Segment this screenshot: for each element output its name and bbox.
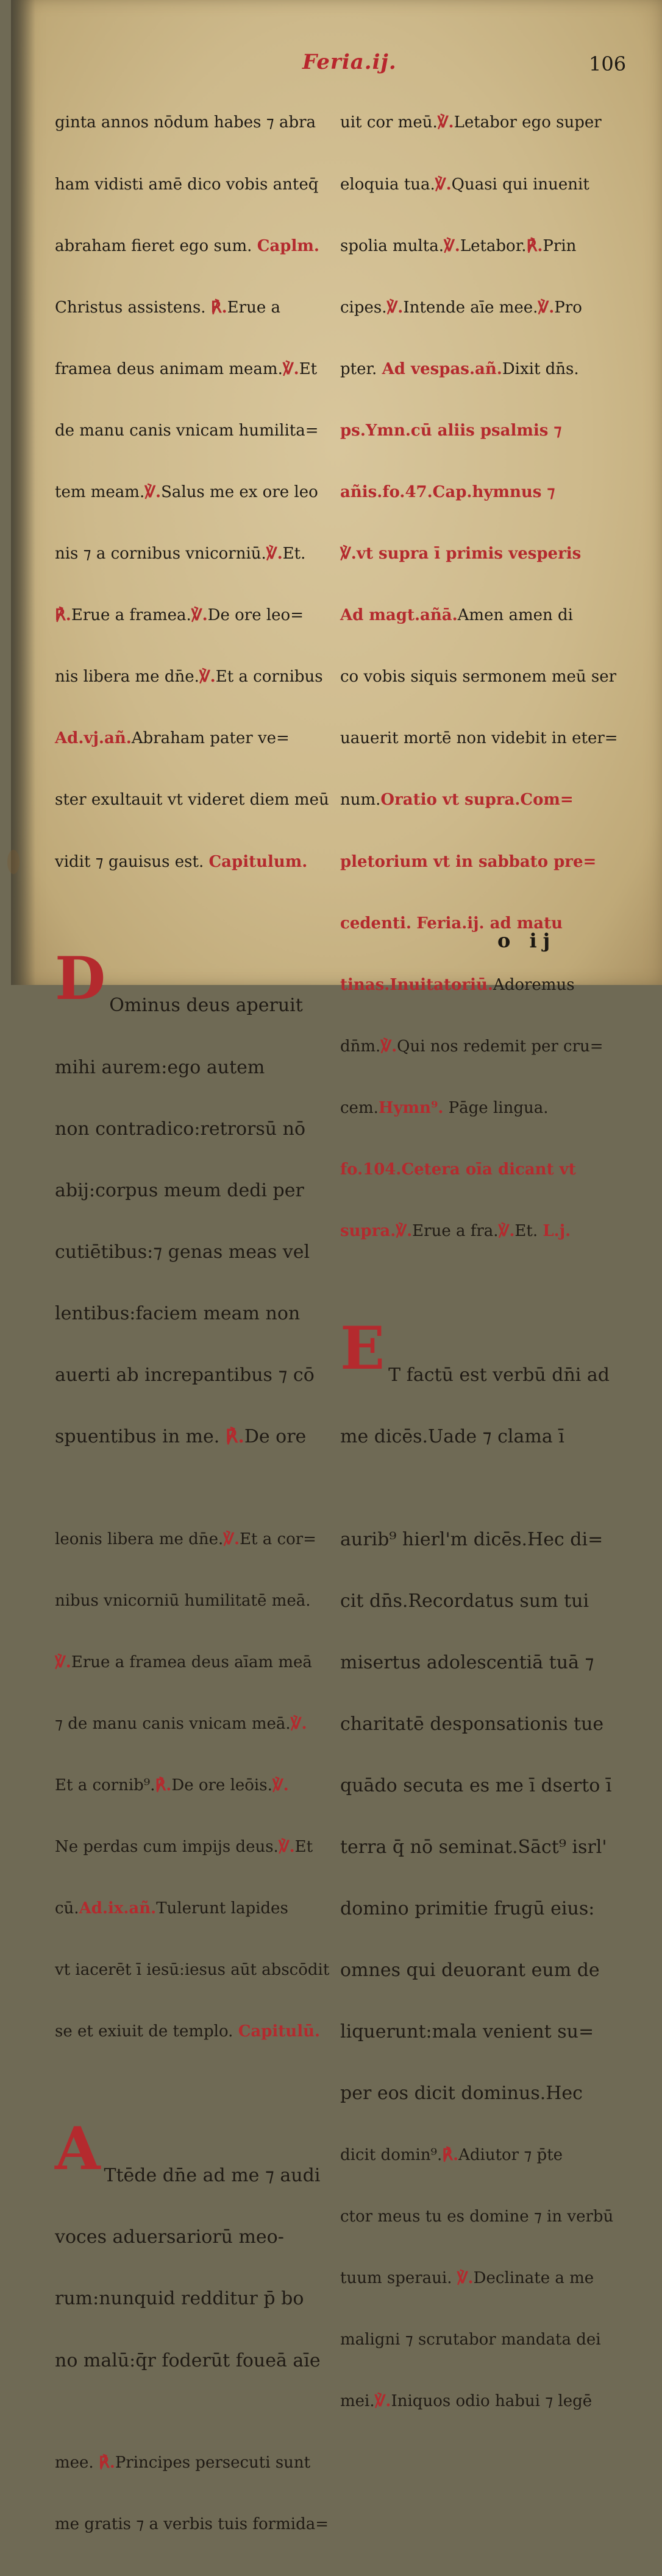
text-span: Et a cor= xyxy=(240,1530,316,1548)
text-line xyxy=(55,1899,329,1919)
text-span: per eos dicit dominus.Hec xyxy=(340,2083,583,2105)
text-span: tuum speraui. xyxy=(340,2268,452,2287)
rubric: ℟. xyxy=(98,2454,115,2472)
rubric: Oratio vt supra.Com= xyxy=(380,791,574,810)
rubric: Feria.ij. ad matu xyxy=(416,914,563,933)
text-line xyxy=(55,1591,329,1612)
text-line xyxy=(55,1653,329,1673)
text-span: non contradico:retrorsū nō xyxy=(55,1118,306,1140)
text-span: Christus assistens. xyxy=(55,298,206,317)
paragraph-et-factum xyxy=(340,1304,627,1488)
rubric: ℟. xyxy=(155,1776,172,1794)
text-line xyxy=(340,1899,627,1919)
rubric: ℟. xyxy=(526,236,543,255)
text-line xyxy=(55,2288,329,2309)
text-line xyxy=(340,2145,627,2166)
text-line xyxy=(340,298,627,319)
text-span: eloquia tua. xyxy=(340,175,435,194)
text-span: dicit domin⁹. xyxy=(340,2145,443,2164)
text-span: Et a cornib⁹. xyxy=(55,1776,155,1794)
text-line xyxy=(55,2514,329,2535)
text-line xyxy=(55,421,329,442)
text-line xyxy=(340,236,627,257)
text-span: Ominus deus aperuit xyxy=(109,995,303,1017)
rubric: ℣. xyxy=(380,1037,397,1056)
text-line xyxy=(340,2207,627,2228)
text-span: Qui nos redemit per cru= xyxy=(397,1037,603,1056)
text-span: Salus me ex ore leo xyxy=(161,482,318,501)
text-span: uit cor meū. xyxy=(340,113,438,132)
text-line xyxy=(55,729,329,749)
text-line xyxy=(55,1304,329,1324)
right-column xyxy=(340,72,627,2453)
text-span: co vobis siquis sermonem meū ser xyxy=(340,668,617,686)
text-span: T factū est verbū dn̄i ad xyxy=(388,1364,610,1386)
text-line xyxy=(55,175,329,196)
rubric: Capitulū. xyxy=(238,2022,321,2041)
text-span: de manu canis vnicam humilita= xyxy=(55,421,319,440)
text-span: nis libera me dn̄e. xyxy=(55,668,199,686)
text-line xyxy=(55,1427,329,1447)
text-line xyxy=(340,1776,627,1796)
text-span: Declinate a me xyxy=(473,2268,594,2287)
rubric: Ad magt.añā. xyxy=(340,606,458,625)
text-span: terra q̄ nō seminat.Sāct⁹ isrl' xyxy=(340,1837,607,1858)
text-line xyxy=(55,2022,329,2042)
text-line xyxy=(340,2083,627,2104)
text-span: Erue a framea. xyxy=(71,606,191,625)
text-line xyxy=(55,482,329,503)
rubric: ℟. xyxy=(225,1426,244,1448)
text-span: rum:nunquid redditur p̄ bo xyxy=(55,2288,304,2310)
text-line xyxy=(55,667,329,688)
text-span: Amen amen di xyxy=(457,606,573,625)
text-span: Erue a xyxy=(227,298,280,317)
text-line xyxy=(340,113,627,133)
rubric: cedenti. xyxy=(340,914,411,933)
text-span: tem meam. xyxy=(55,482,145,501)
text-span: Pro xyxy=(554,298,582,317)
text-line xyxy=(340,175,627,196)
text-line xyxy=(340,729,627,749)
text-span: ham vidisti amē dico vobis anteq̄ xyxy=(55,175,319,194)
paper-stain xyxy=(7,850,20,874)
text-line xyxy=(55,1960,329,1981)
text-line xyxy=(340,544,627,565)
rubric: ℣. xyxy=(443,236,460,255)
rubric: ℣. xyxy=(272,1776,289,1794)
text-span: Et. xyxy=(282,545,306,563)
rubric: ℣. xyxy=(55,1653,71,1671)
text-line xyxy=(340,1714,627,1735)
rubric: Ad vespas.añ. xyxy=(382,359,502,378)
text-span: ⁊ de manu canis vnicam meā. xyxy=(55,1714,291,1733)
text-line xyxy=(340,359,627,380)
text-span: Abraham pater ve= xyxy=(131,729,290,748)
text-line xyxy=(340,1098,627,1119)
text-span: De ore leo= xyxy=(207,606,304,625)
text-span: cipes. xyxy=(340,298,387,317)
text-span: quādo secuta es me ī dserto ī xyxy=(340,1774,612,1796)
text-span: Prin xyxy=(543,236,577,255)
text-span: se et exiuit de templo. xyxy=(55,2022,233,2041)
text-line xyxy=(55,790,329,811)
text-line xyxy=(340,1037,627,1057)
rubric: L.j. xyxy=(543,1222,571,1241)
text-span: Letabor ego super xyxy=(454,113,602,132)
text-span: De ore xyxy=(244,1426,307,1448)
page-gutter-shadow xyxy=(11,0,35,985)
text-span: liquerunt:mala venient su= xyxy=(340,2021,594,2043)
text-line xyxy=(340,975,627,996)
text-line xyxy=(55,852,329,873)
text-span: leonis libera me dn̄e. xyxy=(55,1530,224,1548)
text-line xyxy=(340,1653,627,1673)
text-line xyxy=(340,2022,627,2042)
rubric: ℣. xyxy=(199,668,216,686)
text-line xyxy=(55,1119,329,1140)
text-span: uauerit mortē non videbit in eter= xyxy=(340,729,618,748)
text-span: cutiētibus:⁊ genas meas vel xyxy=(55,1241,310,1263)
text-line xyxy=(340,1530,627,1550)
paragraph-attende xyxy=(55,2104,329,2412)
rubric: fo.104.Cetera oīa dicant vt xyxy=(340,1160,576,1179)
rubric: ℣. xyxy=(435,175,452,194)
left-column xyxy=(55,72,329,2576)
rubric: ℣. xyxy=(498,1222,515,1241)
text-span: dn̄m. xyxy=(340,1037,381,1056)
text-span: domino primitie frugū eius: xyxy=(340,1898,595,1920)
rubric: ℣. xyxy=(437,113,454,132)
text-span: Tulerunt lapides xyxy=(156,1899,288,1918)
text-line xyxy=(340,667,627,688)
rubric: ps.Ymn.cū aliis psalmis ⁊ xyxy=(340,421,562,440)
text-span: vidit ⁊ gauisus est. xyxy=(55,852,204,871)
text-span: Et. xyxy=(514,1222,538,1241)
text-line xyxy=(340,1427,627,1447)
text-span: Quasi qui inuenit xyxy=(451,175,589,194)
text-line xyxy=(55,1837,329,1858)
text-span: misertus adolescentiā tuā ⁊ xyxy=(340,1651,594,1673)
rubric: Ad.vj.añ. xyxy=(55,729,132,748)
text-line xyxy=(55,2453,329,2474)
folio-number: 106 xyxy=(589,52,627,76)
text-span: lentibus:faciem meam non xyxy=(55,1302,301,1324)
rubric: ℟. xyxy=(210,298,227,317)
text-span: mee. xyxy=(55,2454,94,2472)
rubric: ℣. xyxy=(457,2268,474,2287)
rubric: Capitulum. xyxy=(208,852,308,871)
text-line xyxy=(340,421,627,442)
text-span: maligni ⁊ scrutabor mandata dei xyxy=(340,2330,601,2349)
rubric: ℣. xyxy=(396,1222,413,1241)
text-line xyxy=(340,2391,627,2412)
text-span: Principes persecuti sunt xyxy=(115,2454,311,2472)
text-span: num. xyxy=(340,791,381,810)
text-span: cem. xyxy=(340,1098,379,1117)
text-span: Et xyxy=(294,1838,313,1857)
text-span: nibus vnicorniū humilitatē meā. xyxy=(55,1591,311,1610)
text-span: Ne perdas cum impijs deus. xyxy=(55,1838,279,1857)
text-line xyxy=(340,914,627,934)
text-span: omnes qui deuorant eum de xyxy=(340,1960,600,1981)
rubric: pletorium vt in sabbato pre= xyxy=(340,852,597,871)
rubric: ℣. xyxy=(278,1838,295,1857)
text-span: Erue a framea deus aīam meā xyxy=(71,1653,312,1671)
text-span: vt iacerēt ī iesū:iesus aūt abscōdit xyxy=(55,1961,330,1980)
text-span: mihi aurem:ego autem xyxy=(55,1056,265,1078)
rubric: Caplm. xyxy=(257,236,319,255)
text-line xyxy=(55,1776,329,1796)
text-line xyxy=(55,2227,329,2248)
text-line xyxy=(55,113,329,133)
text-span: Et a cornibus xyxy=(215,668,323,686)
text-span: spuentibus in me. xyxy=(55,1426,220,1448)
text-span: Adiutor ⁊ p̄te xyxy=(458,2145,563,2164)
rubric: ℣. xyxy=(191,606,208,625)
rubric: ℣. xyxy=(290,1714,307,1733)
rubricated-initial: E xyxy=(340,1313,385,1383)
text-span: ctor meus tu es domine ⁊ in verbū xyxy=(340,2207,614,2226)
text-span: aurib⁹ hierl'm dicēs.Hec di= xyxy=(340,1528,603,1550)
rubric: ℣.vt supra ī primis vesperis xyxy=(340,545,582,563)
text-line xyxy=(340,1591,627,1612)
text-line xyxy=(55,359,329,380)
text-span: me dicēs.Uade ⁊ clama ī xyxy=(340,1426,564,1448)
rubric: Hymn⁹. xyxy=(378,1098,444,1117)
text-line xyxy=(55,1530,329,1550)
text-span: pter. xyxy=(340,359,377,378)
text-line xyxy=(340,1221,627,1242)
text-line xyxy=(340,1960,627,1981)
rubricated-initial: D xyxy=(55,944,106,1014)
text-span: cit dn̄s.Recordatus sum tui xyxy=(340,1590,589,1612)
text-line xyxy=(340,852,627,873)
rubricated-initial: A xyxy=(55,2114,101,2183)
text-line xyxy=(55,1714,329,1735)
text-line xyxy=(55,2351,329,2371)
text-span: charitatē desponsationis tue xyxy=(340,1713,604,1735)
rubric: ℣. xyxy=(374,2391,391,2410)
text-span: Letabor. xyxy=(460,236,527,255)
text-span: Ttēde dn̄e ad me ⁊ audi xyxy=(104,2165,321,2187)
text-span: no malū:q̄r foderūt foueā aīe xyxy=(55,2349,321,2371)
text-span: Erue a fra. xyxy=(412,1222,499,1241)
text-line xyxy=(55,544,329,565)
paragraph-dominus xyxy=(55,934,329,1488)
rubric: ℣. xyxy=(538,298,555,317)
text-line xyxy=(340,482,627,503)
text-line xyxy=(55,1242,329,1263)
rubric: ℣. xyxy=(266,545,283,563)
rubric: ℣. xyxy=(386,298,404,317)
text-span: Pāge lingua. xyxy=(448,1098,549,1117)
text-line xyxy=(55,1180,329,1201)
book-page xyxy=(11,0,662,2534)
signature-mark: o ij xyxy=(497,929,557,952)
text-line xyxy=(55,1057,329,1078)
rubric: añis.fo.47.Cap.hymnus ⁊ xyxy=(340,482,555,501)
text-line xyxy=(340,1160,627,1180)
rubric: ℣. xyxy=(282,359,299,378)
rubric: ℟. xyxy=(442,2145,459,2164)
text-span: mei. xyxy=(340,2391,375,2410)
text-span: voces aduersariorū meo- xyxy=(55,2226,284,2248)
running-title: Feria.ij. xyxy=(302,50,397,74)
text-line xyxy=(55,298,329,319)
rubric: Ad.ix.añ. xyxy=(79,1899,157,1918)
text-span: spolia multa. xyxy=(340,236,444,255)
text-span: Adoremus xyxy=(493,975,575,994)
rubric: ℣. xyxy=(144,482,162,501)
text-span: Et xyxy=(299,359,318,378)
rubric: tinas.Inuitatoriū. xyxy=(340,975,493,994)
text-span: ginta annos nōdum habes ⁊ abra xyxy=(55,113,316,132)
page-header xyxy=(11,50,662,74)
text-line xyxy=(340,2330,627,2351)
text-span: De ore leōis. xyxy=(171,1776,272,1794)
text-span: Dixit dn̄s. xyxy=(502,359,579,378)
rubric: supra. xyxy=(340,1222,396,1241)
text-line xyxy=(340,1837,627,1858)
text-line xyxy=(340,2268,627,2289)
text-span: framea deus animam meam. xyxy=(55,359,283,378)
text-span: me gratis ⁊ a verbis tuis formida= xyxy=(55,2515,329,2534)
text-span: Intende aīe mee. xyxy=(403,298,538,317)
text-line xyxy=(340,605,627,626)
text-line xyxy=(55,1365,329,1386)
text-span: ster exultauit vt videret diem meū xyxy=(55,791,329,810)
text-span: abij:corpus meum dedi per xyxy=(55,1179,304,1201)
text-line xyxy=(55,236,329,257)
text-span: auerti ab increpantibus ⁊ cō xyxy=(55,1364,315,1386)
rubric: ℣. xyxy=(223,1530,240,1548)
rubric: ℟. xyxy=(55,606,71,625)
text-span: cū. xyxy=(55,1899,79,1918)
text-span: nis ⁊ a cornibus vnicorniū. xyxy=(55,545,266,563)
text-span: abraham fieret ego sum. xyxy=(55,236,252,255)
text-line xyxy=(340,790,627,811)
text-line xyxy=(55,605,329,626)
text-span: Iniquos odio habui ⁊ legē xyxy=(391,2391,593,2410)
